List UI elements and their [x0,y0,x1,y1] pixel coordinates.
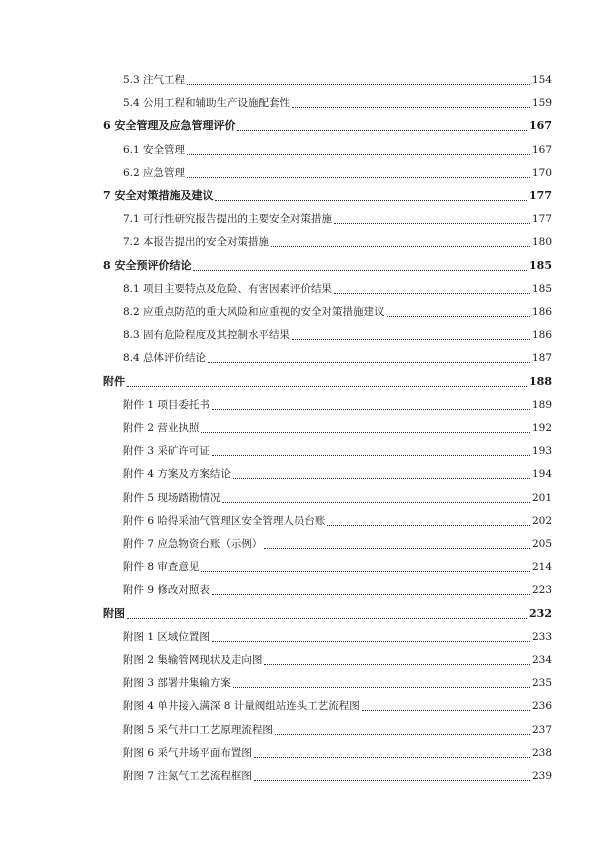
toc-section-entry[interactable] [123,71,552,87]
toc-dot-leader [264,664,530,665]
toc-page-number: 192 [531,422,552,434]
toc-chapter-entry[interactable] [103,117,552,133]
toc-page-number: 232 [529,606,552,620]
toc-dot-leader [327,525,530,526]
toc-section-entry[interactable] [123,697,552,713]
toc-dot-leader [292,107,530,108]
toc-page-number: 185 [529,258,552,272]
toc-page-number: 185 [531,282,552,295]
toc-section-entry[interactable] [123,233,552,249]
toc-dot-leader [212,594,530,595]
toc-dot-leader [187,177,530,178]
toc-entry-title: 8 安全预评价结论 [103,258,192,272]
toc-chapter-entry[interactable] [103,187,552,203]
toc-dot-leader [271,246,530,247]
toc-entry-title: 5.3 注气工程 [123,74,186,86]
toc-chapter-entry[interactable] [103,605,552,621]
toc-dot-leader [187,154,530,155]
toc-section-entry[interactable] [123,744,552,760]
toc-dot-leader [201,571,530,572]
toc-entry-title: 8.4 总体评价结论 [123,352,207,365]
toc-entry-title: 6 安全管理及应急管理评价 [103,119,236,133]
toc-section-entry[interactable] [123,651,552,667]
toc-dot-leader [201,432,530,433]
toc-page-number: 201 [531,491,552,504]
toc-chapter-entry[interactable] [103,257,552,273]
toc-dot-leader [212,455,530,456]
toc-section-entry[interactable] [123,396,552,412]
toc-entry-title: 附件 6 哈得采油气管理区安全管理人员台账 [123,514,326,527]
toc-entry-title: 6.2 应急管理 [123,166,186,179]
toc-dot-leader [254,757,530,758]
toc-section-entry[interactable] [123,674,552,690]
toc-dot-leader [187,84,530,85]
toc-dot-leader [208,362,530,363]
toc-section-entry[interactable] [123,94,552,110]
toc-page-number: 167 [531,143,552,156]
toc-dot-leader [254,780,530,781]
toc-chapter-entry[interactable] [103,373,552,389]
toc-dot-leader [222,502,530,503]
toc-section-entry[interactable] [123,442,552,458]
toc-dot-leader [215,200,527,201]
toc-section-entry[interactable] [123,326,552,342]
toc-entry-title: 附图 3 部署井集输方案 [123,677,231,690]
toc-page-number: 214 [531,561,552,574]
toc-dot-leader [127,618,527,619]
toc-page-number: 180 [531,236,552,249]
toc-section-entry[interactable] [123,512,552,528]
toc-page-number: 193 [531,445,552,458]
toc-entry-title: 附图 6 采气井场平面布置图 [123,746,252,759]
toc-section-entry[interactable] [123,210,552,226]
toc-section-entry[interactable] [123,280,552,296]
toc-page-number: 223 [531,584,552,597]
toc-entry-title: 附件 7 应急物资台账（示例） [123,538,263,550]
toc-dot-leader [212,641,530,642]
toc-section-entry[interactable] [123,419,552,435]
toc-page-number: 154 [531,74,552,86]
toc-section-entry[interactable] [123,535,552,551]
toc-entry-title: 附图 [103,606,125,620]
toc-entry-title: 附图 2 集输管网现状及走向图 [123,654,263,666]
toc-entry-title: 8.1 项目主要特点及危险、有害因素评价结果 [123,282,333,295]
toc-dot-leader [233,478,530,479]
toc-entry-title: 7.1 可行性研究报告提出的主要安全对策措施 [123,213,333,226]
toc-entry-title: 附件 3 采矿许可证 [123,445,210,458]
toc-entry-title: 8.2 应重点防范的重大风险和应重视的安全对策措施建议 [123,306,385,318]
toc-section-entry[interactable] [123,141,552,157]
toc-dot-leader [233,687,530,688]
toc-page-number: 239 [531,770,552,782]
toc-page-number: 238 [531,746,552,759]
toc-dot-leader [334,223,530,224]
toc-page-number: 237 [531,723,552,736]
toc-dot-leader [362,710,530,711]
toc-page-number: 202 [531,514,552,527]
toc-section-entry[interactable] [123,303,552,319]
toc-entry-title: 附件 5 现场踏勘情况 [123,491,221,504]
toc-section-entry[interactable] [123,489,552,505]
toc-entry-title: 8.3 固有危险程度及其控制水平结果 [123,329,291,342]
toc-section-entry[interactable] [123,465,552,481]
toc-entry-title: 6.1 安全管理 [123,143,186,156]
toc-entry-title: 附图 4 单井接入满深 8 计量阀组站连头工艺流程图 [123,700,360,713]
toc-page-number: 186 [531,306,552,318]
toc-page-number: 188 [529,374,552,388]
toc-section-entry[interactable] [123,628,552,644]
toc-section-entry[interactable] [123,164,552,180]
toc-dot-leader [237,130,527,131]
toc-dot-leader [275,734,530,735]
toc-page-number: 205 [531,538,552,550]
toc-entry-title: 附图 7 注氮气工艺流程框图 [123,770,252,782]
toc-page-number: 186 [531,329,552,342]
toc-entry-title: 附件 4 方案及方案结论 [123,468,231,481]
toc-entry-title: 附件 8 审查意见 [123,561,200,574]
toc-section-entry[interactable] [123,558,552,574]
toc-entry-title: 附图 5 采气井口工艺原理流程图 [123,723,273,736]
toc-dot-leader [193,270,527,271]
toc-entry-title: 附件 9 修改对照表 [123,584,210,597]
toc-dot-leader [334,293,530,294]
toc-entry-title: 附件 2 营业执照 [123,422,200,434]
toc-page-number: 187 [531,352,552,365]
toc-section-entry[interactable] [123,767,552,783]
toc-section-entry[interactable] [123,581,552,597]
toc-page-number: 177 [529,189,552,202]
toc-page-number: 234 [531,654,552,666]
toc-page-number: 189 [531,398,552,411]
toc-section-entry[interactable] [123,721,552,737]
toc-page-number: 233 [531,630,552,643]
toc-section-entry[interactable] [123,349,552,365]
toc-dot-leader [127,386,527,387]
toc-page-number: 159 [531,97,552,110]
toc-page-number: 177 [531,213,552,226]
toc-entry-title: 附图 1 区域位置图 [123,630,210,643]
toc-page-number: 170 [531,166,552,179]
toc-page-number: 235 [531,677,552,690]
toc-entry-title: 5.4 公用工程和辅助生产设施配套性 [123,97,291,110]
toc-dot-leader [212,409,530,410]
toc-entry-title: 7 安全对策措施及建议 [103,189,214,202]
toc-dot-leader [264,548,530,549]
toc-entry-title: 7.2 本报告提出的安全对策措施 [123,236,270,249]
toc-entry-title: 附件 [103,374,125,388]
toc-entry-title: 附件 1 项目委托书 [123,398,210,411]
toc-page-number: 167 [529,119,552,133]
toc-page-number: 236 [531,700,552,713]
toc-page-number: 194 [531,468,552,481]
toc-dot-leader [387,316,530,317]
toc-dot-leader [292,339,530,340]
